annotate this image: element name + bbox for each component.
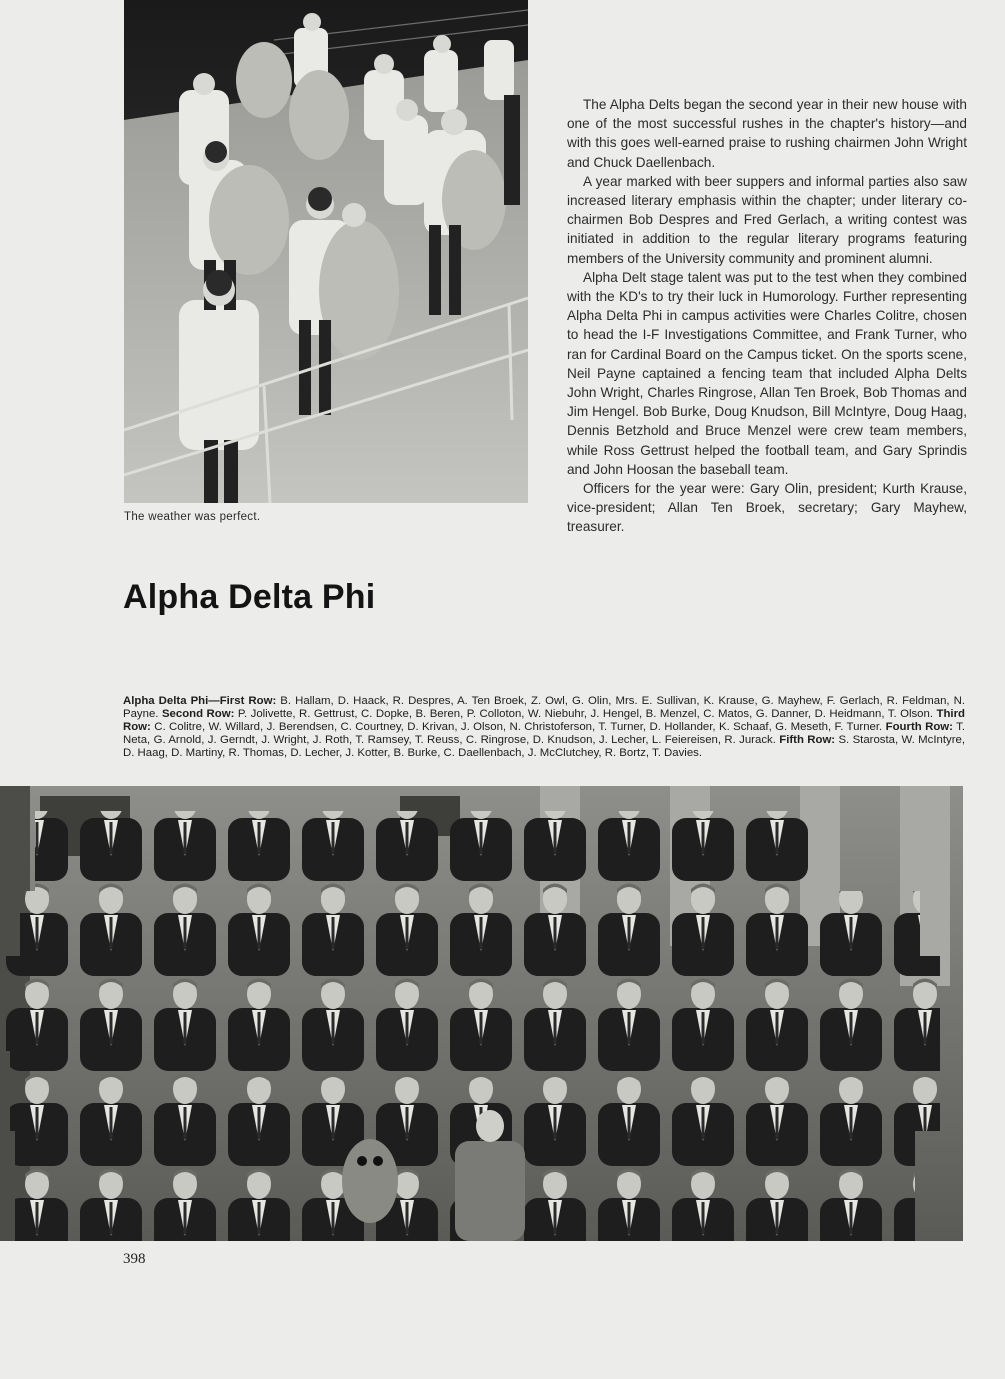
roster-row-names: C. Colitre, W. Willard, J. Berendsen, C. Courtney, D. Krivan, J. Olson, N. Christoferson, T. Turner, D. Hollander, K. Schaaf, G. Meseth, F. Turner. — [154, 721, 883, 733]
roster-row-names: S. Starosta, W. McIntyre, D. Haag, D. Martiny, R. Thomas, D. Lecher, J. Kotter, B. Burke, C. Daellenbach, J. McClutchey, R. Bortz, T. Davies. — [123, 734, 965, 759]
article-paragraph: The Alpha Delts began the second year in their new house with one of the most successful rushes in the chapter's history—and with this goes well-earned praise to rushing chairmen John Wright and Chuck Daellenbach. — [567, 97, 967, 170]
page-number: 398 — [123, 1251, 146, 1267]
page-title: Alpha Delta Phi — [123, 578, 376, 616]
roster-row-names: B. Hallam, D. Haack, R. Despres, A. Ten Broek, Z. Owl, G. Olin, Mrs. E. Sullivan, K. Krause, G. Mayhew, F. Gerlach, R. Feldman, N. Payne. — [123, 695, 966, 720]
roster-row-label: Second Row: — [161, 708, 235, 720]
roster-row-label: Fourth Row: — [885, 721, 953, 733]
roster-row-label: First Row: — [219, 695, 277, 707]
article-paragraph: Officers for the year were: Gary Olin, president; Kurth Krause, vice-president; Allan Ten Broek, secretary; Gary Mayhew, treasurer. — [567, 481, 967, 535]
dance-photo — [124, 0, 528, 503]
member-roster — [123, 695, 965, 760]
roster-row-names: T. Neta, G. Arnold, J. Gerndt, J. Wright, J. Roth, T. Ramsey, T. Reuss, C. Ringrose, D. Knudson, J. Lecher, L. Feiereisen, R. Jurack. — [123, 721, 965, 746]
roster-row-names: P. Jolivette, R. Gettrust, C. Dopke, B. Beren, P. Colloton, W. Niebuhr, J. Hengel, B. Menzel, C. Matos, G. Danner, D. Heidmann, T. Olson. — [237, 708, 934, 720]
roster-org: Alpha Delta Phi— — [123, 695, 220, 707]
article-paragraph: A year marked with beer suppers and informal parties also saw increased literary emphasis within the chapter; under literary co-chairmen Bob Despres and Fred Gerlach, a writing contest was initiated in addition to the regular literary programs featuring members of the University community and prominent alumni. — [567, 173, 967, 266]
dance-photo-image — [124, 0, 528, 503]
roster-row-label: Fifth Row: — [779, 734, 836, 746]
article-body — [567, 95, 967, 537]
group-photo-image — [0, 786, 963, 1241]
group-photo — [0, 786, 963, 1241]
article-paragraph: Alpha Delt stage talent was put to the test when they combined with the KD's to try their luck in Humorology. Further representing Alpha Delta Phi in campus activities were Charles Colitre, chosen to head the I-F Investigations Committee, and Frank Turner, who ran for Cardinal Board on the Campus ticket. On the sports scene, Neil Payne captained a fencing team that included Alpha Delts John Wright, Charles Ringrose, Allan Ten Broek, Bob Thomas and Jim Hengel. Bob Burke, Doug Knudson, Bill McIntyre, Doug Haag, Dennis Betzhold and Bruce Menzel were crew team members, while Ross Gettrust helped the football team, and Gary Sprindis and John Hoosan the baseball team. — [567, 269, 967, 477]
roster-row-label: Third Row: — [123, 708, 965, 733]
photo-caption: The weather was perfect. — [124, 511, 261, 523]
